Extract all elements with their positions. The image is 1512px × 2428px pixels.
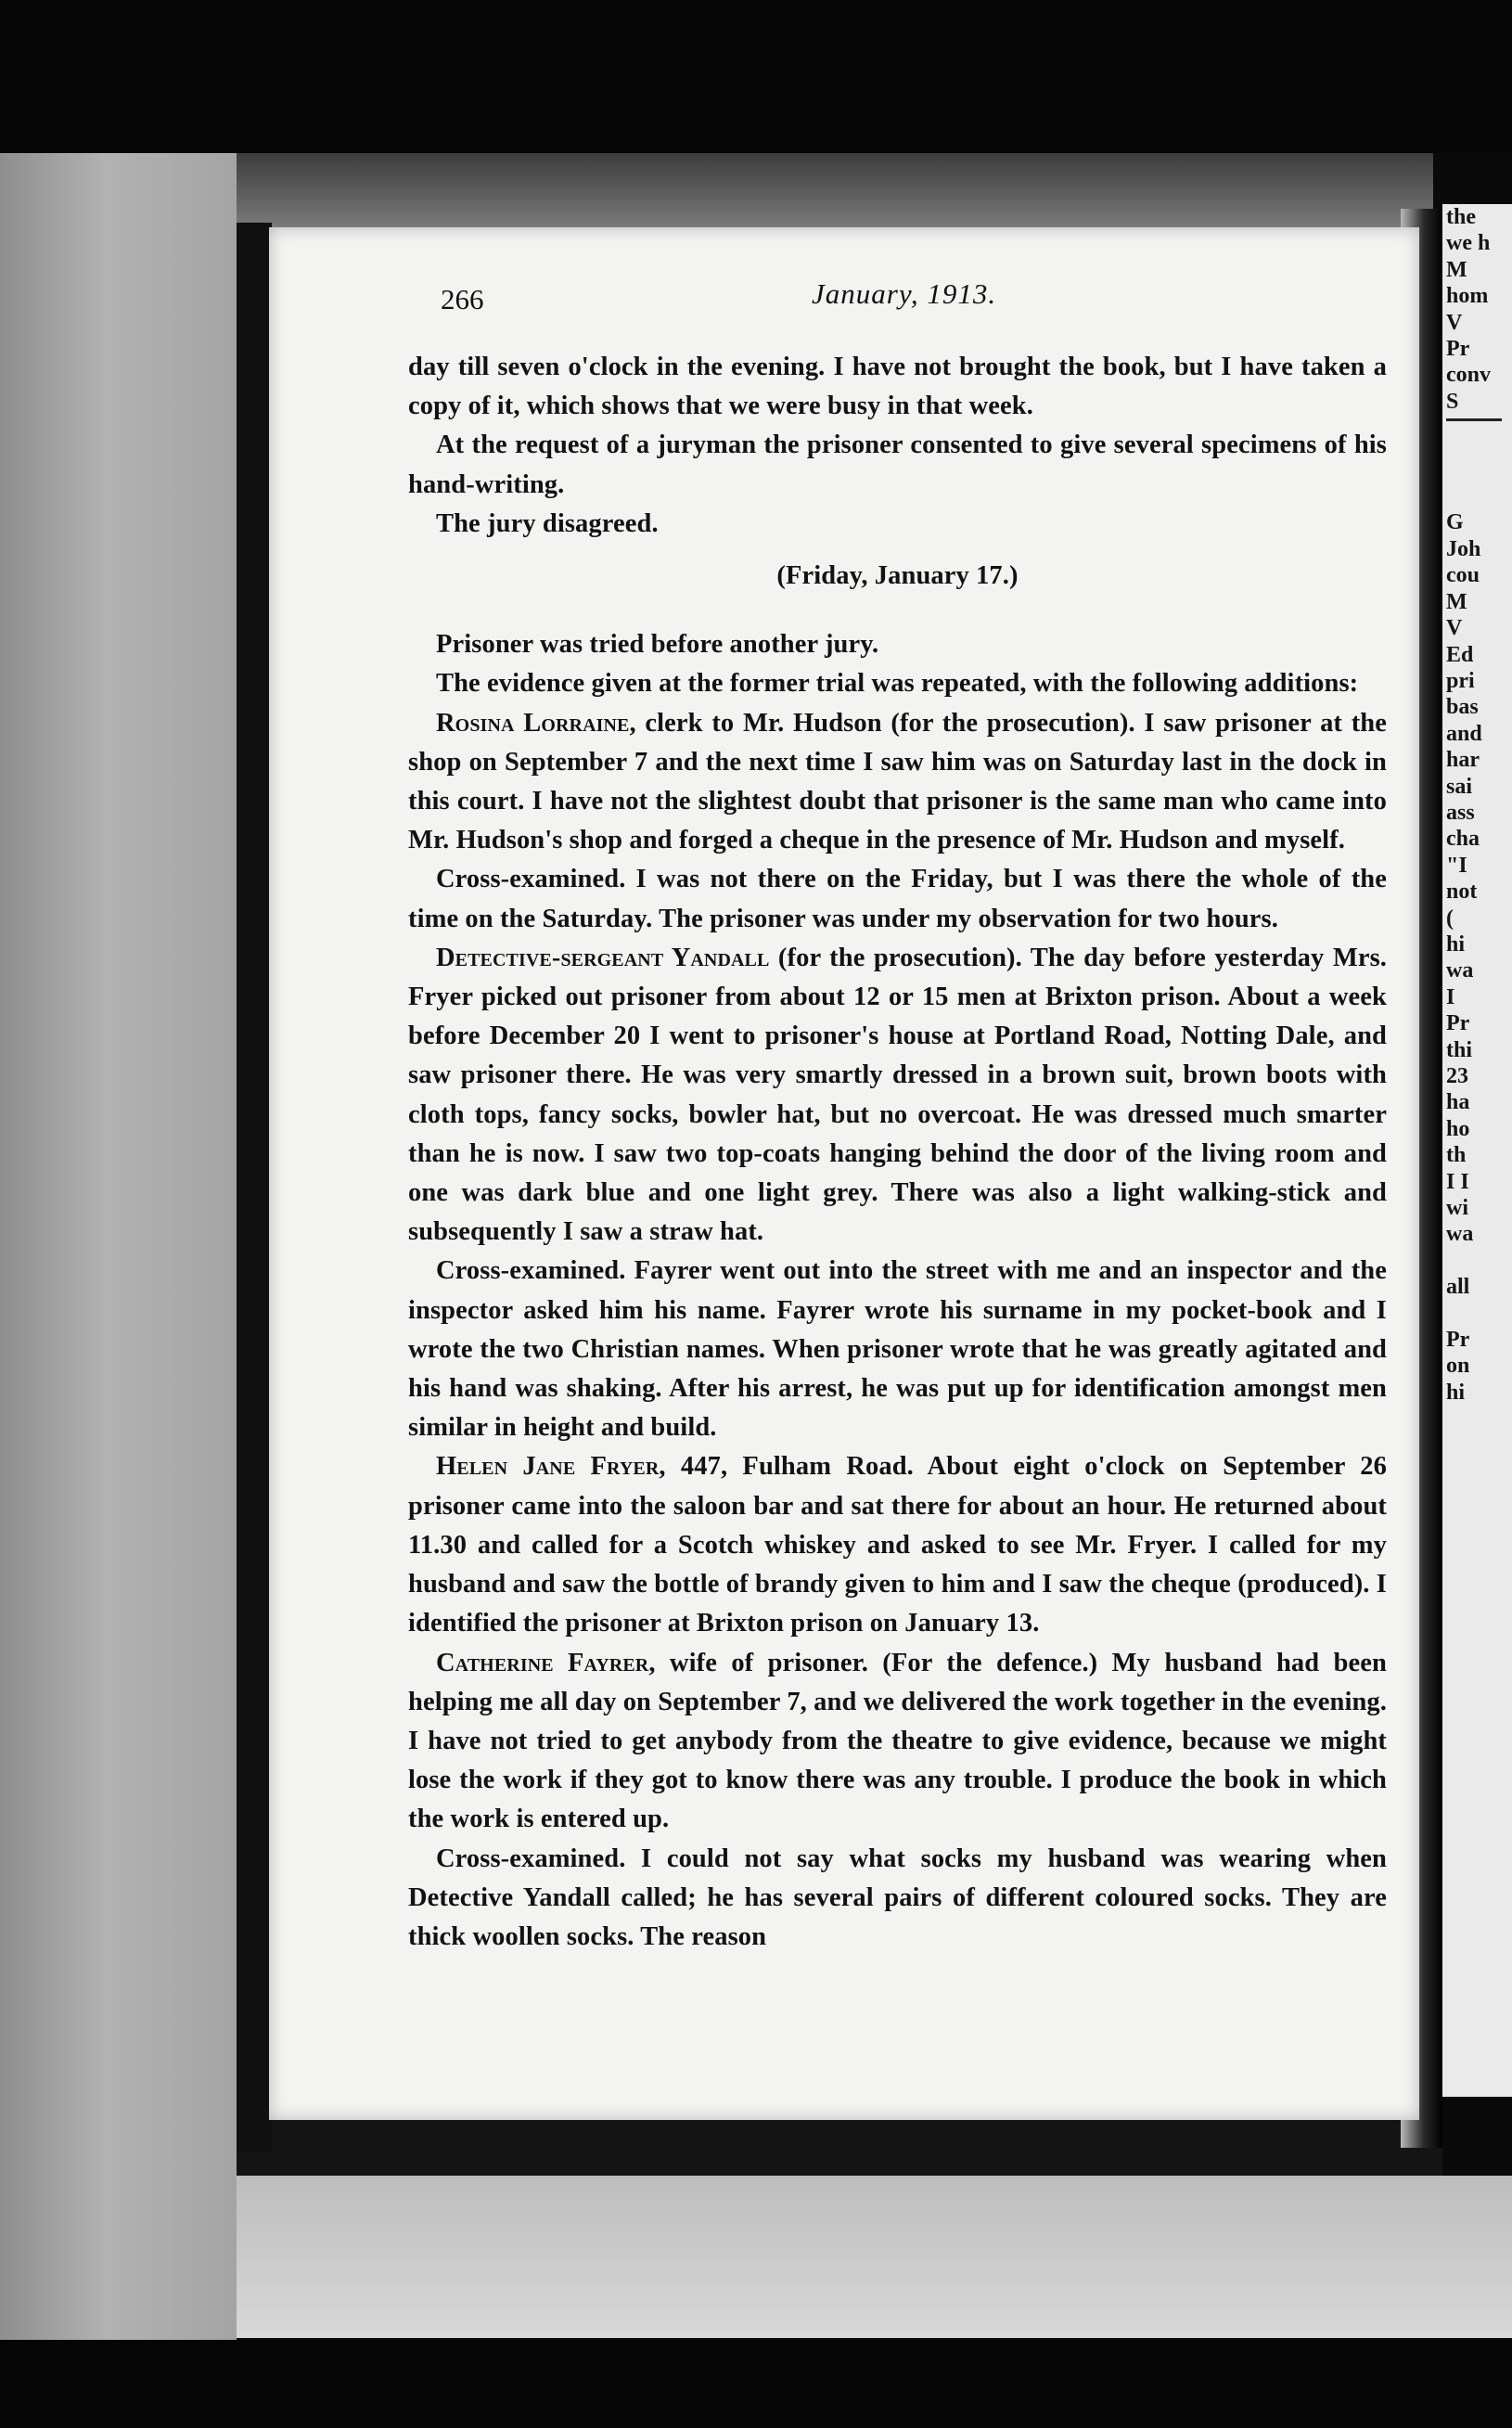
facing-page-fragment: sai	[1446, 774, 1473, 799]
witness-name: Detective-sergeant Yandall	[436, 943, 770, 972]
facing-page-fragment: not	[1446, 880, 1478, 905]
facing-page-fragment: thi	[1446, 1037, 1473, 1062]
facing-page-fragment: conv	[1446, 363, 1491, 388]
testimony-text: (for the prosecution). The day before yesterday Mrs. Fryer picked out prisoner from about 12 or 15 men at Brixton prison. About a week before December 20 I went to prisoner's house at Portland Road, Notting Dale, and saw prisoner there. He was very smartly dressed in a brown suit, brown boots with cloth tops, fancy socks, bowler hat, but no overcoat. He was dressed much smarter than he is now. I saw two top-coats hanging behind the door of the living room and one was dark blue and one light grey. There was also a light walking-stick and subsequently I saw a straw hat.	[408, 943, 1387, 1247]
facing-page-fragment: ha	[1446, 1090, 1470, 1115]
testimony-text: clerk to Mr. Hudson (for the prosecution). I saw prisoner at the shop on September 7 and the next time I saw him was on Saturday last in the dock in this court. I have not the slightest doubt that prisoner is the same man who came into Mr. Hudson's shop and forged a cheque in the presence of Mr. Hudson and myself.	[408, 708, 1387, 855]
scan-underlying-page	[237, 2176, 1512, 2338]
facing-page-fragment: "I	[1446, 853, 1467, 878]
paragraph: The evidence given at the former trial was repeated, with the following additions:	[436, 669, 1359, 699]
book-edge	[237, 223, 272, 2152]
testimony-paragraph	[408, 1644, 1387, 1840]
scan-left-background	[0, 153, 237, 2343]
paragraph: The jury disagreed.	[436, 508, 659, 538]
facing-page-fragment: cou	[1446, 563, 1480, 588]
facing-page-fragment: I I	[1446, 1169, 1469, 1194]
facing-page-fragment: pri	[1446, 668, 1475, 693]
facing-page-fragment: M	[1446, 257, 1467, 282]
facing-page-fragment	[1442, 1248, 1512, 1274]
paragraph: At the request of a juryman the prisoner consented to give several specimens of his hand-writing.	[408, 430, 1387, 499]
scan-top-border	[0, 0, 1512, 153]
page-header	[269, 277, 1419, 329]
facing-page-fragment: we h	[1446, 231, 1491, 256]
facing-page-fragment: Pr	[1446, 1328, 1470, 1353]
testimony-text: 447, Fulham Road. About eight o'clock on September 26 prisoner came into the saloon bar and sat there for about an hour. He returned about 11.30 and called for a Scotch whiskey and asked to see Mr. Fryer. I called for my husband and saw the bottle of brandy given to him and I saw the cheque (produced). I identified the prisoner at Brixton prison on January 13.	[408, 1452, 1387, 1638]
facing-page-fragment: th	[1446, 1143, 1467, 1168]
facing-page-fragment	[1442, 430, 1512, 456]
facing-page-fragment: bas	[1446, 695, 1479, 720]
facing-page-fragment: S	[1446, 389, 1459, 414]
testimony-text: Cross-examined. I was not there on the Friday, but I was there the whole of the time on the Saturday. The prisoner was under my observation for two hours.	[408, 865, 1387, 933]
testimony-text: Cross-examined. I could not say what socks my husband was wearing when Detective Yandall called; he has several pairs of different coloured socks. They are thick woollen socks. The reason	[408, 1843, 1387, 1951]
facing-page-fragment: cha	[1446, 827, 1480, 852]
facing-page-fragment: and	[1446, 721, 1482, 746]
facing-page-fragment: (	[1446, 906, 1454, 931]
facing-page-fragment: ho	[1446, 1116, 1470, 1141]
page-number: 266	[441, 283, 484, 315]
facing-page-fragment: har	[1446, 748, 1480, 773]
facing-page-fragment	[1442, 1301, 1512, 1327]
testimony-paragraph	[408, 860, 1387, 938]
facing-page-fragment: G	[1446, 510, 1464, 535]
testimony-text: Cross-examined. Fayrer went out into the street with me and an inspector and the inspector asked him his name. Fayrer wrote his surname in my pocket-book and I wrote the two Christian names. When prisoner wrote that he was greatly agitated and his hand was shaking. After his arrest, he was put up for identification amongst men similar in height and build.	[408, 1256, 1387, 1443]
facing-page	[1442, 204, 1512, 2097]
testimony-paragraph	[408, 704, 1387, 861]
facing-page-fragment: Ed	[1446, 642, 1474, 667]
facing-page-fragment: wa	[1446, 958, 1474, 983]
facing-page-fragment: V	[1446, 310, 1463, 335]
scan-page-shadow-top	[237, 153, 1433, 227]
scan-page-shadow-bottom	[237, 2115, 1442, 2180]
testimony-paragraph	[408, 1840, 1387, 1958]
book-page	[269, 227, 1419, 2120]
facing-page-rule	[1446, 418, 1502, 421]
testimony-paragraph	[408, 1252, 1387, 1447]
facing-page-fragment: wi	[1446, 1196, 1468, 1221]
facing-page-fragment: wa	[1446, 1222, 1474, 1247]
facing-page-fragment: I	[1446, 984, 1455, 1009]
facing-page-fragment: hi	[1446, 1380, 1466, 1405]
witness-name: Catherine Fayrer,	[436, 1648, 656, 1677]
facing-page-fragment: the	[1446, 205, 1476, 229]
testimony-text: wife of prisoner. (For the defence.) My husband had been helping me all day on September 7, and we delivered the work together in the evening. I have not tried to get anybody from the theatre to give evidence, because we might lose the work if they got to know there was any trouble. I produce the book in which the work is entered up.	[408, 1648, 1387, 1834]
facing-page-fragment: M	[1446, 589, 1467, 614]
facing-page-fragment: hom	[1446, 284, 1489, 309]
facing-page-fragment	[1442, 483, 1512, 509]
facing-page-fragment: Pr	[1446, 1011, 1470, 1036]
facing-page-fragment: Joh	[1446, 536, 1481, 561]
facing-page-fragment: Pr	[1446, 337, 1470, 362]
testimony-paragraph	[408, 939, 1387, 1253]
facing-page-fragment: on	[1446, 1354, 1470, 1379]
facing-page-fragment: all	[1446, 1275, 1470, 1300]
facing-page-fragment: ass	[1446, 800, 1475, 825]
paragraph: day till seven o'clock in the evening. I have not brought the book, but I have taken a copy of it, which shows that we were busy in that week.	[408, 353, 1387, 421]
facing-page-fragment: 23	[1446, 1064, 1468, 1088]
page-body	[408, 348, 1387, 1957]
running-head: January, 1913.	[812, 277, 997, 310]
paragraph: Prisoner was tried before another jury.	[436, 630, 879, 660]
facing-page-fragment: V	[1446, 616, 1463, 641]
facing-page-fragment: hi	[1446, 931, 1466, 957]
scan-bottom-border	[0, 2340, 1512, 2428]
witness-name: Rosina Lorraine,	[436, 708, 636, 738]
facing-page-fragment	[1442, 457, 1512, 483]
testimony-paragraph	[408, 1447, 1387, 1643]
section-heading: (Friday, January 17.)	[776, 561, 1019, 591]
witness-name: Helen Jane Fryer,	[436, 1452, 666, 1482]
